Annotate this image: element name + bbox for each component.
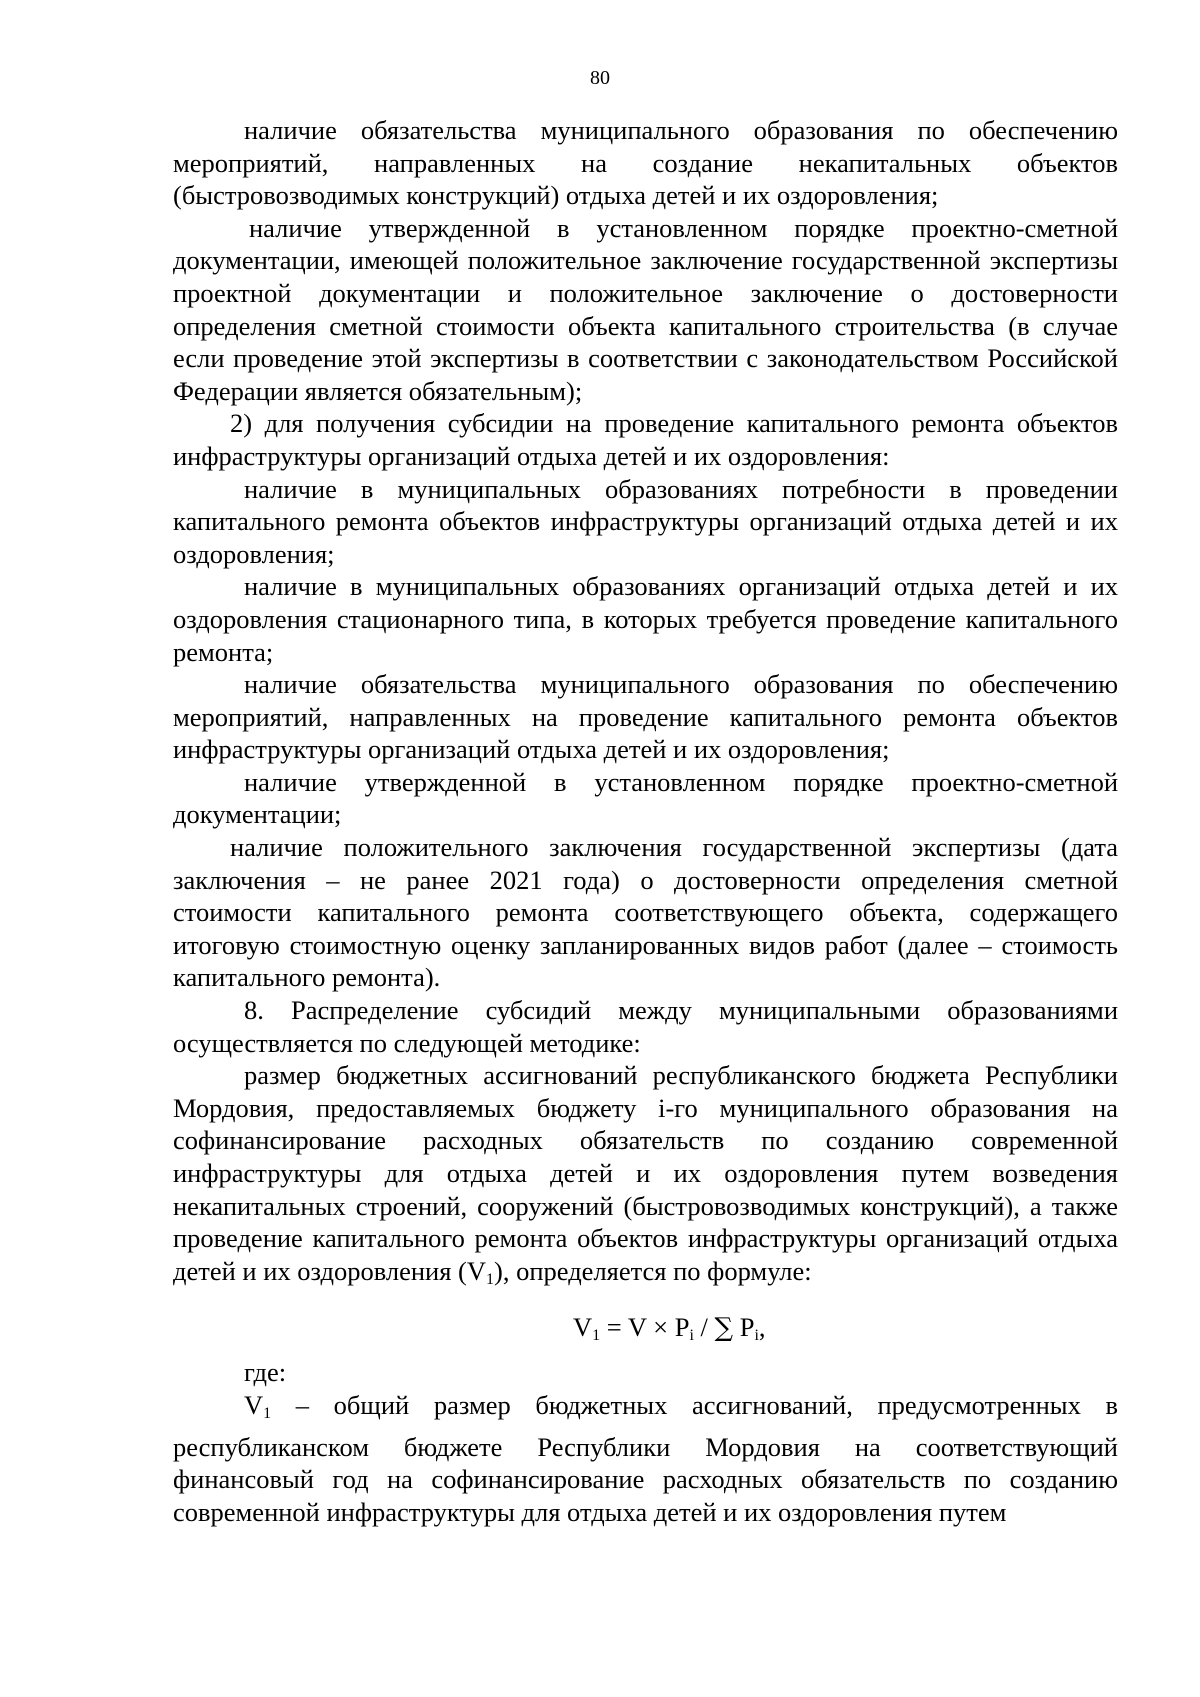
- paragraph-3: 2) для получения субсидии на проведение капитального ремонта объектов инфраструктуры организаций отдыха детей и их оздоровления:: [173, 408, 1118, 471]
- definition-text: – общий размер бюджетных ассигнований, предусмотренных в республиканском бюджете Республики Мордовия на соответствующий финансовый год на софинансирование расходных обязательств по созданию современной инфраструктуры для отдыха детей и их оздоровления путем: [173, 1389, 1118, 1527]
- formula-expression: [573, 1312, 766, 1345]
- formula-div: /: [693, 1312, 715, 1343]
- definition-symbol-sub: 1: [263, 1404, 272, 1422]
- paragraph-2: наличие утвержденной в установленном порядке проектно-сметной документации, имеющей положительное заключение государственной экспертизы проектной документации и положительное заключение о достоверности определения сметной стоимости объекта капитального строительства (в случае если проведение этой экспертизы в соответствии с законодательством Российской Федерации является обязательным);: [173, 212, 1118, 406]
- paragraph-10-subscript: 1: [486, 1270, 495, 1288]
- paragraph-4: наличие в муниципальных образованиях потребности в проведении капитального ремонта объектов инфраструктуры организаций отдыха детей и их оздоровления;: [173, 473, 1118, 569]
- formula-p2-sub: i: [754, 1327, 759, 1345]
- formula: [173, 1296, 1118, 1356]
- formula-lhs-sub: 1: [592, 1327, 601, 1345]
- paragraph-5: наличие в муниципальных образованиях организаций отдыха детей и их оздоровления стационарного типа, в которых требуется проведение капитального ремонта;: [173, 571, 1118, 667]
- formula-pi-sub: i: [689, 1327, 694, 1345]
- formula-eq: = V × P: [600, 1312, 690, 1343]
- definition-symbol: V: [244, 1389, 264, 1420]
- formula-tail: ,: [758, 1312, 766, 1343]
- paragraph-10-text: размер бюджетных ассигнований республиканского бюджета Республики Мордовия, предоставляемых бюджету i-го муниципального образования на софинансирование расходных обязательств по созданию современной инфраструктуры для отдыха детей и их оздоровления путем возведения некапитальных строений, сооружений (быстровозводимых конструкций), а также проведение капитального ремонта объектов инфраструктуры организаций отдыха детей и их оздоровления (V: [173, 1060, 1118, 1286]
- formula-lhs: V: [573, 1312, 593, 1343]
- document-body: [173, 114, 1118, 1528]
- definition-paragraph: [173, 1389, 1118, 1528]
- paragraph-8: наличие положительного заключения государственной экспертизы (дата заключения – не ранее 2021 года) о достоверности определения сметной стоимости капитального ремонта соответствующего объекта, содержащего итоговую стоимостную оценку запланированных видов работ (далее – стоимость капитального ремонта).: [173, 832, 1118, 993]
- paragraph-10-tail: ), определяется по формуле:: [494, 1255, 812, 1286]
- paragraph-9: 8. Распределение субсидий между муниципальными образованиями осуществляется по следующей методике:: [173, 995, 1118, 1058]
- paragraph-7: наличие утвержденной в установленном порядке проектно-сметной документации;: [173, 766, 1118, 830]
- where-label: где:: [244, 1357, 287, 1388]
- paragraph-1: наличие обязательства муниципального образования по обеспечению мероприятий, направленных на создание некапитальных объектов (быстровозводимых конструкций) отдыха детей и их оздоровления;: [173, 115, 1118, 211]
- paragraph-6: наличие обязательства муниципального образования по обеспечению мероприятий, направленных на проведение капитального ремонта объектов инфраструктуры организаций отдыха детей и их оздоровления;: [173, 669, 1118, 765]
- page-number: 80: [590, 67, 610, 89]
- formula-sigma: ∑: [714, 1313, 734, 1344]
- paragraph-10: [173, 1059, 1118, 1296]
- formula-p2: P: [733, 1312, 755, 1343]
